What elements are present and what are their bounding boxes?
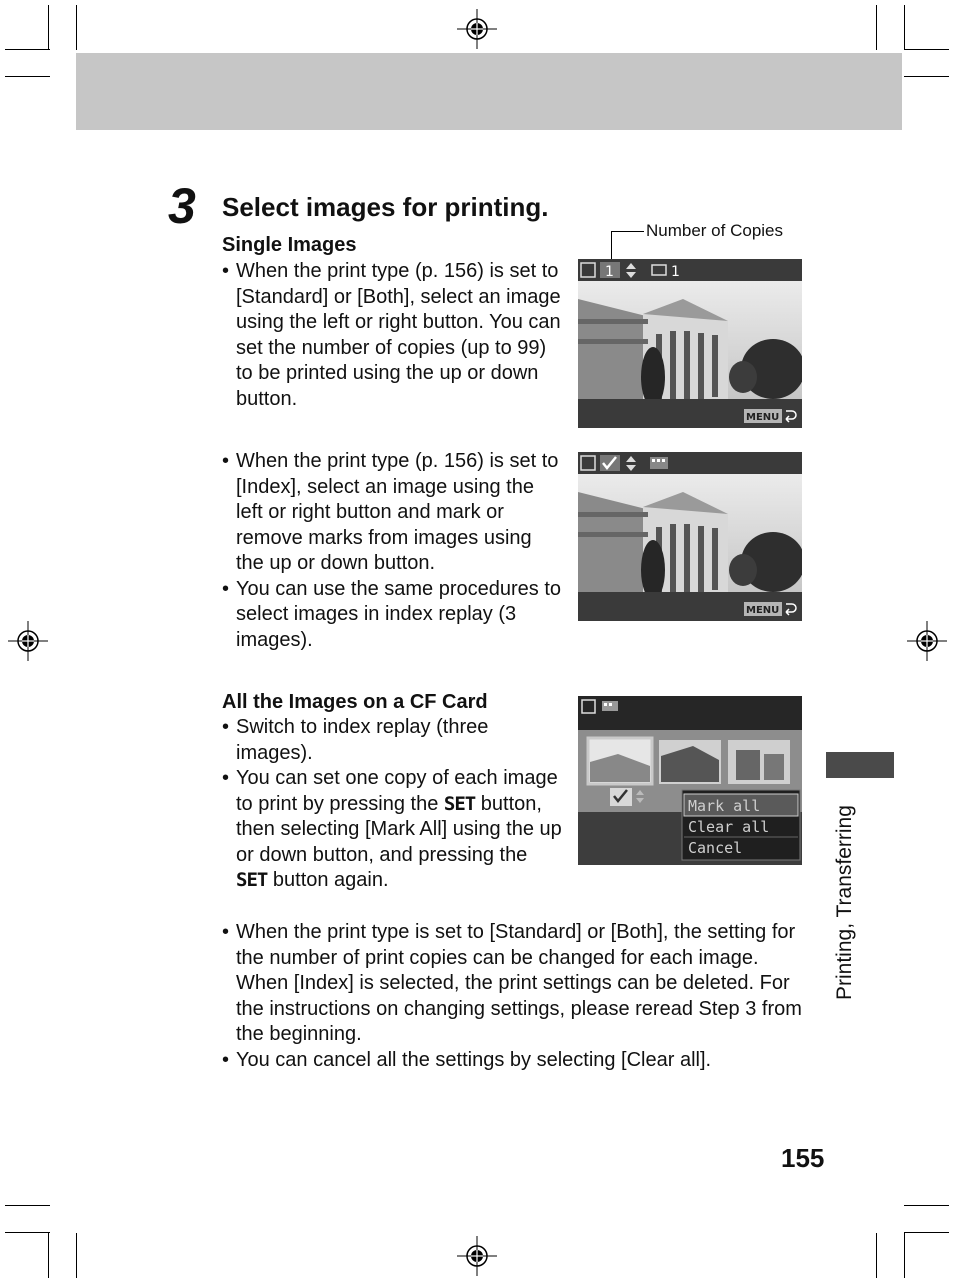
crop-mark xyxy=(904,1232,949,1233)
list-item: • When the print type (p. 156) is set to [Index], select an image using the left or right button and mark or remove marks from images using the up or down button. xyxy=(222,449,562,577)
crop-mark xyxy=(5,49,50,50)
menu-item-cancel: Cancel xyxy=(688,839,743,857)
camera-screen-index-menu xyxy=(578,696,802,865)
menu-label: MENU xyxy=(746,412,780,423)
crop-mark xyxy=(48,1233,49,1278)
crop-mark xyxy=(48,5,49,50)
callout-leader xyxy=(611,231,644,232)
registration-mark-icon xyxy=(457,1236,497,1276)
bullet-text: button again. xyxy=(272,869,389,891)
camera-screen-index-mark xyxy=(578,452,802,621)
crop-mark xyxy=(904,76,949,77)
crop-mark xyxy=(876,5,877,50)
single-bullets-1 xyxy=(222,259,567,412)
crop-mark xyxy=(5,1205,50,1206)
all-bullets-2 xyxy=(222,920,807,1073)
menu-item-mark-all: Mark all xyxy=(688,797,761,815)
single-bullets-2 xyxy=(222,449,562,653)
crop-mark xyxy=(904,49,949,50)
registration-mark-icon xyxy=(8,621,48,661)
list-item: • When the print type (p. 156) is set to [Standard] or [Both], select an image using the left or right button. You can set the number of copies (up to 99) to be printed using the up or down button. xyxy=(222,259,567,412)
list-item: • You can use the same procedures to select images in index replay (3 images). xyxy=(222,577,562,654)
section-label: Printing, Transferring xyxy=(833,805,856,1000)
registration-mark-icon xyxy=(457,9,497,49)
list-item xyxy=(222,766,562,894)
crop-mark xyxy=(76,1233,77,1278)
camera-screen-single-copies xyxy=(578,259,802,428)
set-button-icon: SET xyxy=(236,869,268,891)
list-item: • Switch to index replay (three images). xyxy=(222,715,562,766)
total-value: 1 xyxy=(671,264,680,280)
header-band xyxy=(76,53,902,130)
callout-leader xyxy=(611,231,612,262)
crop-mark xyxy=(5,1232,50,1233)
crop-mark xyxy=(904,5,905,50)
bullet-text: You can set one copy of each image to print by pressing the xyxy=(236,767,558,815)
list-item: • When the print type is set to [Standard] or [Both], the setting for the number of print copies can be changed for each image. When [Index] is selected, the print settings can be deleted. For the instructions on changing settings, please reread Step 3 from the beginning. xyxy=(222,920,807,1048)
page-number: 155 xyxy=(781,1143,825,1173)
registration-mark-icon xyxy=(907,621,947,661)
section-tab xyxy=(826,752,894,778)
step-title: Select images for printing. xyxy=(222,192,549,222)
menu-item-clear-all: Clear all xyxy=(688,818,770,836)
bullet-text: button, then selecting [Mark All] using the up or down button, and pressing the xyxy=(236,792,562,866)
crop-mark xyxy=(904,1205,949,1206)
crop-mark xyxy=(76,5,77,50)
menu-label: MENU xyxy=(746,605,780,616)
copies-value: 1 xyxy=(605,264,614,280)
step-number: 3 xyxy=(168,178,196,234)
all-bullets-1 xyxy=(222,715,562,894)
list-item: • You can cancel all the settings by selecting [Clear all]. xyxy=(222,1048,807,1074)
crop-mark xyxy=(5,76,50,77)
set-button-icon: SET xyxy=(443,792,476,815)
crop-mark xyxy=(876,1233,877,1278)
section-heading-single: Single Images xyxy=(222,234,357,256)
crop-mark xyxy=(904,1233,905,1278)
callout-number-of-copies: Number of Copies xyxy=(646,221,784,240)
section-heading-all: All the Images on a CF Card xyxy=(222,691,488,713)
